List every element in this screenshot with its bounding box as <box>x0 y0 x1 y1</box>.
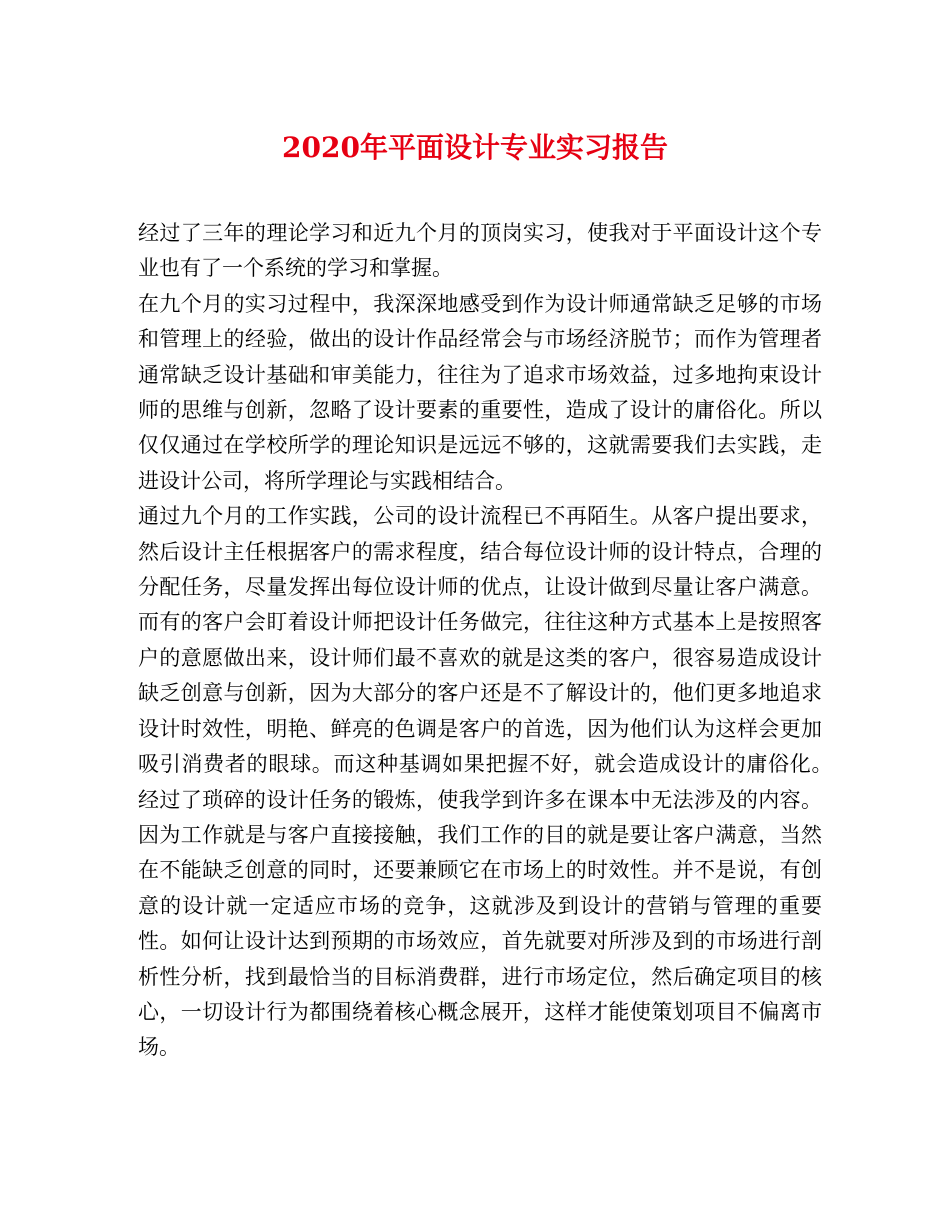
paragraph-2: 在九个月的实习过程中，我深深地感受到作为设计师通常缺乏足够的市场和管理上的经验，做出的设计作品经常会与市场经济脱节；而作为管理者通常缺乏设计基础和审美能力，往往为了追求市场效益，过多地拘束设计师的思维与创新，忽略了设计要素的重要性，造成了设计的庸俗化。所以仅仅通过在学校所学的理论知识是远远不够的，这就需要我们去实践，走进设计公司，将所学理论与实践相结合。 <box>138 291 822 493</box>
document-title: 2020年平面设计专业实习报告 <box>282 131 668 164</box>
paragraph-3: 通过九个月的工作实践，公司的设计流程已不再陌生。从客户提出要求，然后设计主任根据客户的需求程度，结合每位设计师的设计特点，合理的分配任务，尽量发挥出每位设计师的优点，让设计做到尽量让客户满意。而有的客户会盯着设计师把设计任务做完，往往这种方式基本上是按照客户的意愿做出来，设计师们最不喜欢的就是这类的客户，很容易造成设计缺乏创意与创新，因为大部分的客户还是不了解设计的，他们更多地追求设计时效性，明艳、鲜亮的色调是客户的首选，因为他们认为这样会更加吸引消费者的眼球。而这种基调如果把握不好，就会造成设计的庸俗化。 经过了琐碎的设计任务的锻炼，使我学到许多在课本中无法涉及的内容。因为工作就是与客户直接接触，我们工作的目的就是要让客户满意，当然在不能缺乏创意的同时，还要兼顾它在市场上的时效性。并不是说，有创意的设计就一定适应市场的竞争，这就涉及到设计的营销与管理的重要性。如何让设计达到预期的市场效应，首先就要对所涉及到的市场进行剖析性分析，找到最恰当的目标消费群，进行市场定位，然后确定项目的核心，一切设计行为都围绕着核心概念展开，这样才能使策划项目不偏离市场。 <box>138 504 864 1060</box>
paragraph-1: 经过了三年的理论学习和近九个月的顶岗实习，使我对于平面设计这个专业也有了一个系统的学习和掌握。 <box>138 221 822 281</box>
document-body <box>138 216 864 1066</box>
